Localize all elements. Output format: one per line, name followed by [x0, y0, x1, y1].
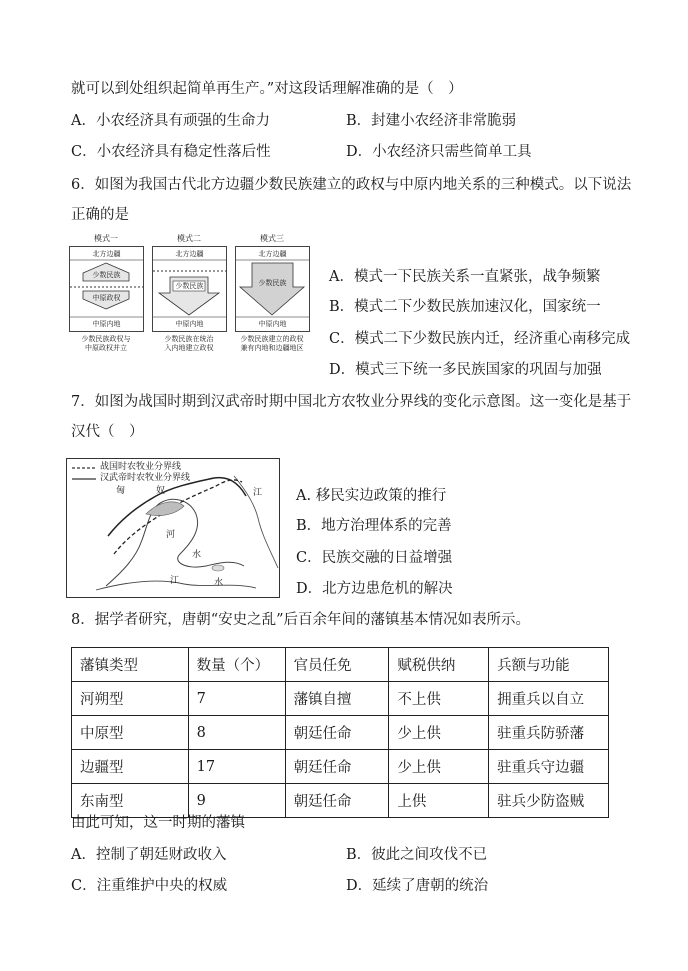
table-cell: 朝廷任命 [285, 716, 389, 750]
table-cell: 东南型 [72, 784, 189, 818]
map-label-shui-2: 水 [214, 578, 224, 588]
q6-models-figure [68, 232, 311, 360]
table-cell: 上供 [389, 784, 489, 818]
table-row [72, 750, 609, 784]
table-header-cell: 赋税供纳 [389, 648, 489, 682]
table-cell: 17 [188, 750, 285, 784]
model-3-caption [234, 335, 310, 353]
model-1-minority-label: 少数民族 [92, 271, 121, 279]
map-label-xiong: 匈 [116, 486, 126, 496]
model-2-caption [151, 335, 227, 353]
map-label-jiang-east: 江 [253, 488, 263, 498]
q6-stem-line2: 正确的是 [71, 207, 129, 223]
q8-stem: 8．据学者研究，唐朝“安史之乱”后百余年间的藩镇基本情况如表所示。 [71, 612, 531, 628]
q7-option-c: C．民族交融的日益增强 [296, 550, 453, 566]
q7-option-a: A. 移民实边政策的推行 [296, 488, 447, 504]
q8-conclusion: 由此可知，这一时期的藩镇 [71, 815, 245, 831]
map-legend-warring-states: 战国时农牧业分界线 [100, 462, 182, 472]
model-2-minority-label: 少数民族 [175, 282, 204, 290]
model-2-header: 模式二 [177, 234, 201, 243]
q7-stem-line1: 7．如图为战国时期到汉武帝时期中国北方农牧业分界线的变化示意图。这一变化是基于 [71, 394, 632, 410]
model-1-panel [69, 246, 144, 332]
map-label-he: 河 [166, 530, 176, 540]
model-3-minority-label: 少数民族 [258, 279, 287, 287]
table-header-row [72, 648, 609, 682]
model-2-bottom-label: 中原内地 [175, 320, 204, 328]
model-3-caption-line1: 少数民族建立的政权 [240, 335, 304, 343]
table-row [72, 682, 609, 716]
q5-option-d: D．小农经济只需些简单工具 [346, 144, 532, 160]
q8-option-c: C．注重维护中央的权威 [71, 878, 228, 894]
table-cell: 驻重兵防骄藩 [489, 716, 609, 750]
table-cell: 中原型 [72, 716, 189, 750]
model-1-caption-line2: 中原政权并立 [85, 344, 127, 352]
model-1-caption [68, 335, 144, 353]
q6-option-d: D．模式三下统一多民族国家的巩固与加强 [329, 362, 602, 378]
large-downward-arrow-shape [240, 263, 304, 315]
model-1-central-label: 中原政权 [92, 294, 121, 302]
model-2-panel [152, 246, 227, 332]
q7-option-d: D．北方边患危机的解决 [296, 581, 453, 597]
q8-option-a: A．控制了朝廷财政收入 [71, 847, 227, 863]
table-cell: 驻重兵守边疆 [489, 750, 609, 784]
q5-stem-tail: 就可以到处组织起简单再生产。”对这段话理解准确的是（ ） [71, 81, 463, 97]
q5-option-c: C．小农经济具有稳定性落后性 [71, 144, 271, 160]
table-header-cell: 藩镇类型 [72, 648, 189, 682]
map-legend-han-wudi: 汉武帝时农牧业分界线 [100, 473, 191, 483]
q8-option-b: B．彼此之间攻伐不已 [346, 847, 488, 863]
table-header-cell: 官员任免 [285, 648, 389, 682]
table-cell: 朝廷任命 [285, 750, 389, 784]
model-3 [234, 232, 310, 360]
table-row [72, 716, 609, 750]
model-3-top-label: 北方边疆 [258, 250, 287, 258]
table-cell: 朝廷任命 [285, 784, 389, 818]
q6-option-b: B．模式二下少数民族加速汉化，国家统一 [329, 299, 601, 315]
model-2-top-label: 北方边疆 [175, 250, 204, 258]
model-1-caption-line1: 少数民族政权与 [81, 335, 131, 343]
model-3-bottom-label: 中原内地 [258, 320, 287, 328]
model-1-diagram [70, 247, 143, 331]
q5-option-b: B．封建小农经济非常脆弱 [346, 113, 517, 129]
table-cell: 少上供 [389, 750, 489, 784]
model-3-caption-line2: 兼有内地和边疆地区 [240, 344, 304, 352]
q7-option-b: B．地方治理体系的完善 [296, 518, 452, 534]
q7-stem-line2: 汉代（ ） [71, 424, 144, 440]
model-3-diagram [236, 247, 309, 331]
map-label-shui-1: 水 [192, 550, 202, 560]
q6-option-c: C．模式二下少数民族内迁，经济重心南移完成 [329, 331, 631, 347]
model-1-bottom-label: 中原内地 [92, 320, 121, 328]
table-header-cell: 兵额与功能 [489, 648, 609, 682]
q7-map-figure [66, 458, 280, 598]
q8-option-d: D．延续了唐朝的统治 [346, 878, 489, 894]
map-label-nu: 奴 [156, 486, 166, 496]
table-cell: 藩镇自擅 [285, 682, 389, 716]
table-cell: 拥重兵以自立 [489, 682, 609, 716]
model-1-header: 模式一 [94, 234, 118, 243]
table-cell: 不上供 [389, 682, 489, 716]
q6-option-a: A．模式一下民族关系一直紧张，战争频繁 [329, 269, 601, 285]
q6-stem-line1: 6．如图为我国古代北方边疆少数民族建立的政权与中原内地关系的三种模式。以下说法 [71, 177, 632, 193]
table-cell: 河朔型 [72, 682, 189, 716]
model-3-header: 模式三 [260, 234, 284, 243]
table-cell: 边疆型 [72, 750, 189, 784]
model-1-top-label: 北方边疆 [92, 250, 121, 258]
q5-option-a: A．小农经济具有顽强的生命力 [71, 113, 270, 129]
table-cell: 驻兵少防盗贼 [489, 784, 609, 818]
model-2 [151, 232, 227, 360]
model-1 [68, 232, 144, 360]
table-cell: 9 [188, 784, 285, 818]
model-2-caption-line1: 少数民族在统治 [164, 335, 214, 343]
fanzhen-table [71, 647, 609, 818]
model-3-panel [235, 246, 310, 332]
table-header-cell: 数量（个） [188, 648, 285, 682]
table-cell: 7 [188, 682, 285, 716]
table-cell: 少上供 [389, 716, 489, 750]
table-cell: 8 [188, 716, 285, 750]
model-2-caption-line2: 入内地建立政权 [164, 344, 214, 352]
map-label-jiang-south: 江 [170, 576, 180, 586]
